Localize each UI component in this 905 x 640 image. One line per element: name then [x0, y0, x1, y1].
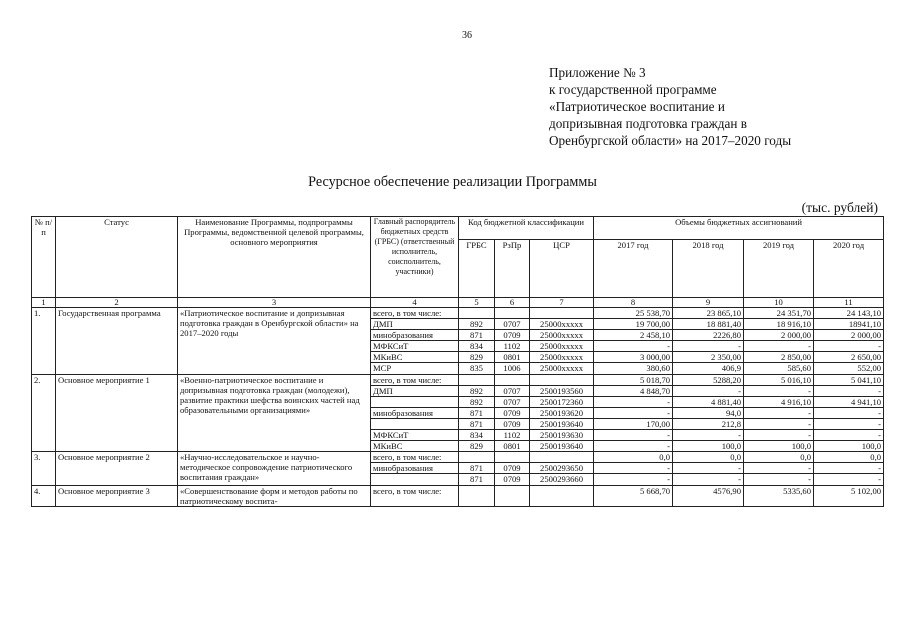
cell-code-rzpr	[495, 452, 530, 463]
cell-code-rzpr: 0801	[495, 441, 530, 452]
row-status: Основное мероприятие 1	[56, 374, 178, 452]
cell-2019: -	[744, 418, 814, 429]
cell-code-rzpr: 0709	[495, 474, 530, 485]
cell-2019: 0,0	[744, 452, 814, 463]
cell-grbs: МКиВС	[371, 441, 459, 452]
cell-2020: 552,00	[814, 363, 884, 374]
cell-2018: 18 881,40	[673, 319, 744, 330]
cell-code-csr: 25000xxxxx	[530, 341, 594, 352]
column-number: 11	[814, 298, 884, 308]
cell-code-grbs	[459, 485, 495, 506]
cell-2018: 212,8	[673, 418, 744, 429]
cell-2018: 4 881,40	[673, 396, 744, 407]
cell-2019: 4 916,10	[744, 396, 814, 407]
cell-2019: 5335,60	[744, 485, 814, 506]
cell-code-csr: 2500293650	[530, 463, 594, 474]
cell-2020: 2 000,00	[814, 330, 884, 341]
cell-grbs: ДМП	[371, 319, 459, 330]
cell-2019: 2 850,00	[744, 352, 814, 363]
cell-code-csr: 2500193630	[530, 430, 594, 441]
cell-grbs: минобразования	[371, 463, 459, 474]
appendix-line: Приложение № 3	[549, 65, 646, 80]
row-program-name: «Научно-исследовательское и научно-методическое сопровождение патриотического воспитания граждан»	[178, 452, 371, 485]
cell-2018: 0,0	[673, 452, 744, 463]
header-year-2020: 2020 год	[814, 240, 884, 298]
cell-code-rzpr: 0709	[495, 418, 530, 429]
cell-2019: 5 016,10	[744, 374, 814, 385]
row-status: Основное мероприятие 3	[56, 485, 178, 506]
cell-2017: -	[594, 396, 673, 407]
cell-grbs: МКиВС	[371, 352, 459, 363]
cell-2019: 585,60	[744, 363, 814, 374]
cell-2020: 5 041,10	[814, 374, 884, 385]
cell-code-grbs: 892	[459, 319, 495, 330]
column-number: 2	[56, 298, 178, 308]
appendix-line: Оренбургской области» на 2017–2020 годы	[549, 133, 792, 148]
cell-2017: -	[594, 430, 673, 441]
appendix-line: «Патриотическое воспитание и	[549, 99, 725, 114]
header-name: Наименование Программы, подпрограммы Программы, ведомственной целевой программы, основного мероприятия	[178, 217, 371, 298]
cell-2017: 4 848,70	[594, 385, 673, 396]
cell-2017: 170,00	[594, 418, 673, 429]
cell-grbs: МФКСиТ	[371, 430, 459, 441]
cell-code-grbs: 829	[459, 441, 495, 452]
cell-code-rzpr: 0707	[495, 319, 530, 330]
table-body	[32, 217, 884, 507]
header-row	[32, 217, 884, 240]
cell-2018: 2226,80	[673, 330, 744, 341]
header-grbs: Главный распорядитель бюджетных средств (ГРБС) (ответственный исполнитель, соисполнитель, участники)	[371, 217, 459, 298]
cell-grbs: всего, в том числе:	[371, 308, 459, 319]
cell-code-grbs: 834	[459, 341, 495, 352]
cell-2019: -	[744, 385, 814, 396]
cell-2018: -	[673, 430, 744, 441]
table-row	[32, 374, 884, 385]
cell-code-rzpr: 1102	[495, 430, 530, 441]
cell-code-rzpr: 0707	[495, 385, 530, 396]
column-number: 3	[178, 298, 371, 308]
cell-grbs: МФКСиТ	[371, 341, 459, 352]
cell-code-csr	[530, 374, 594, 385]
cell-2020: 24 143,10	[814, 308, 884, 319]
cell-2017: -	[594, 463, 673, 474]
cell-code-grbs: 871	[459, 463, 495, 474]
cell-2019: 18 916,10	[744, 319, 814, 330]
cell-code-csr: 2500293660	[530, 474, 594, 485]
cell-grbs	[371, 474, 459, 485]
cell-2019: -	[744, 430, 814, 441]
cell-2020: -	[814, 463, 884, 474]
row-number: 1.	[32, 308, 56, 375]
cell-2018: 2 350,00	[673, 352, 744, 363]
cell-2017: 25 538,70	[594, 308, 673, 319]
cell-code-rzpr: 0801	[495, 352, 530, 363]
cell-2018: 23 865,10	[673, 308, 744, 319]
header-year-2019: 2019 год	[744, 240, 814, 298]
cell-2020: 18941,10	[814, 319, 884, 330]
cell-2019: -	[744, 341, 814, 352]
cell-code-rzpr: 1102	[495, 341, 530, 352]
header-code-csr: ЦСР	[530, 240, 594, 298]
cell-2017: 3 000,00	[594, 352, 673, 363]
cell-2020: -	[814, 474, 884, 485]
cell-2018: -	[673, 341, 744, 352]
page-number: 36	[462, 30, 472, 41]
cell-grbs: всего, в том числе:	[371, 485, 459, 506]
cell-2019: 2 000,00	[744, 330, 814, 341]
cell-grbs: всего, в том числе:	[371, 452, 459, 463]
table-row	[32, 485, 884, 506]
cell-2020: 4 941,10	[814, 396, 884, 407]
cell-2018: 5288,20	[673, 374, 744, 385]
document-title: Ресурсное обеспечение реализации Программы	[308, 174, 597, 190]
cell-code-grbs: 892	[459, 396, 495, 407]
cell-2019: 100,0	[744, 441, 814, 452]
cell-code-rzpr: 1006	[495, 363, 530, 374]
cell-2018: 100,0	[673, 441, 744, 452]
column-number: 4	[371, 298, 459, 308]
header-volumes: Объемы бюджетных ассигнований	[594, 217, 884, 240]
cell-2019: -	[744, 474, 814, 485]
cell-grbs	[371, 418, 459, 429]
cell-code-csr: 25000xxxxx	[530, 319, 594, 330]
cell-code-grbs: 871	[459, 418, 495, 429]
column-number: 5	[459, 298, 495, 308]
cell-code-csr: 25000xxxxx	[530, 363, 594, 374]
cell-grbs: МСР	[371, 363, 459, 374]
header-year-2018: 2018 год	[673, 240, 744, 298]
cell-2017: -	[594, 407, 673, 418]
cell-2018: -	[673, 385, 744, 396]
cell-code-csr: 2500193640	[530, 418, 594, 429]
cell-code-rzpr	[495, 308, 530, 319]
cell-grbs	[371, 396, 459, 407]
cell-code-csr	[530, 485, 594, 506]
cell-code-grbs: 871	[459, 330, 495, 341]
row-number: 4.	[32, 485, 56, 506]
cell-code-grbs: 871	[459, 407, 495, 418]
appendix-line: допризывная подготовка граждан в	[549, 116, 747, 131]
cell-2017: -	[594, 341, 673, 352]
header-code: Код бюджетной классификации	[459, 217, 594, 240]
header-code-rzpr: РзПр	[495, 240, 530, 298]
cell-2020: 2 650,00	[814, 352, 884, 363]
cell-code-csr: 2500193560	[530, 385, 594, 396]
cell-2020: -	[814, 341, 884, 352]
cell-code-grbs	[459, 374, 495, 385]
column-number: 1	[32, 298, 56, 308]
cell-2020: -	[814, 418, 884, 429]
column-number: 9	[673, 298, 744, 308]
row-number: 3.	[32, 452, 56, 485]
cell-2018: -	[673, 463, 744, 474]
cell-code-csr: 2500193620	[530, 407, 594, 418]
cell-code-csr	[530, 308, 594, 319]
cell-code-grbs	[459, 452, 495, 463]
column-number: 7	[530, 298, 594, 308]
resource-table	[31, 216, 884, 507]
column-number: 8	[594, 298, 673, 308]
header-no: № п/п	[32, 217, 56, 298]
cell-2018: 4576,90	[673, 485, 744, 506]
cell-2017: 19 700,00	[594, 319, 673, 330]
cell-code-grbs: 834	[459, 430, 495, 441]
cell-2019: 24 351,70	[744, 308, 814, 319]
row-status: Основное мероприятие 2	[56, 452, 178, 485]
cell-code-grbs: 835	[459, 363, 495, 374]
cell-2017: 5 668,70	[594, 485, 673, 506]
cell-2017: 5 018,70	[594, 374, 673, 385]
cell-2018: 94,0	[673, 407, 744, 418]
cell-2020: -	[814, 407, 884, 418]
cell-code-grbs: 871	[459, 474, 495, 485]
cell-code-grbs	[459, 308, 495, 319]
cell-grbs: ДМП	[371, 385, 459, 396]
cell-2018: -	[673, 474, 744, 485]
cell-code-rzpr: 0707	[495, 396, 530, 407]
cell-code-csr: 2500193640	[530, 441, 594, 452]
cell-2020: -	[814, 430, 884, 441]
cell-2020: 100,0	[814, 441, 884, 452]
row-number: 2.	[32, 374, 56, 452]
cell-code-csr: 2500172360	[530, 396, 594, 407]
cell-2017: 380,60	[594, 363, 673, 374]
cell-2017: -	[594, 474, 673, 485]
cell-code-rzpr: 0709	[495, 330, 530, 341]
header-status: Статус	[56, 217, 178, 298]
cell-code-csr	[530, 452, 594, 463]
column-number: 10	[744, 298, 814, 308]
cell-2017: -	[594, 441, 673, 452]
cell-2019: -	[744, 463, 814, 474]
table-row	[32, 452, 884, 463]
cell-2019: -	[744, 407, 814, 418]
cell-2018: 406,9	[673, 363, 744, 374]
column-number: 6	[495, 298, 530, 308]
cell-2020: -	[814, 385, 884, 396]
cell-code-grbs: 892	[459, 385, 495, 396]
cell-code-csr: 25000xxxxx	[530, 352, 594, 363]
cell-2020: 5 102,00	[814, 485, 884, 506]
cell-code-rzpr: 0709	[495, 463, 530, 474]
row-status: Государственная программа	[56, 308, 178, 375]
cell-grbs: всего, в том числе:	[371, 374, 459, 385]
cell-grbs: минобразования	[371, 330, 459, 341]
row-program-name: «Совершенствование форм и методов работы по патриотическому воспита-	[178, 485, 371, 506]
cell-2017: 0,0	[594, 452, 673, 463]
cell-2017: 2 458,10	[594, 330, 673, 341]
header-code-grbs: ГРБС	[459, 240, 495, 298]
cell-code-rzpr	[495, 485, 530, 506]
appendix-line: к государственной программе	[549, 82, 717, 97]
cell-code-rzpr	[495, 374, 530, 385]
cell-code-grbs: 829	[459, 352, 495, 363]
cell-code-rzpr: 0709	[495, 407, 530, 418]
row-program-name: «Военно-патриотическое воспитание и допризывная подготовка граждан (молодежи), развитие практики шефства воинских частей над образовательными организациями»	[178, 374, 371, 452]
table-row	[32, 308, 884, 319]
cell-grbs: минобразования	[371, 407, 459, 418]
cell-2020: 0,0	[814, 452, 884, 463]
cell-code-csr: 25000xxxxx	[530, 330, 594, 341]
appendix-note	[549, 64, 791, 149]
units-label: (тыс. рублей)	[801, 200, 878, 215]
column-number-row	[32, 298, 884, 308]
row-program-name: «Патриотическое воспитание и допризывная подготовка граждан в Оренбургской области» на 2017–2020 годы	[178, 308, 371, 375]
header-year-2017: 2017 год	[594, 240, 673, 298]
